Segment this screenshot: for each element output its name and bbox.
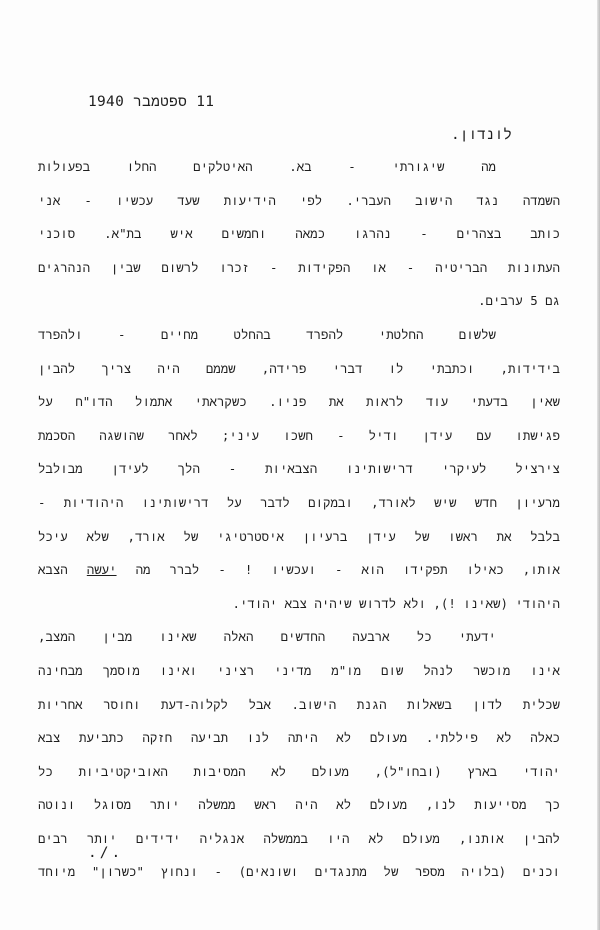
text-line: בלבל את ראשו של עידן ברעיון איסטרטיגי של אורד, שלא עיכל [38, 528, 560, 544]
text-line: להבין אותנו, מעולם לא היו בממשלה אנגליה ידידים יותר רבים [38, 830, 560, 846]
text-line: אינו מוכשר לנהל שום מו"מ מדיני רציני ואינו מוסמך מבחינה [38, 662, 560, 678]
letter-place: לונדון. [451, 127, 512, 143]
text-line: שלשום החלטתי להפרד בהחלט מחיים - ולהפרד [38, 326, 496, 342]
text-line: העתונות הבריטיה - או הפקידות - זכרו לרשום שבין הנהרגים [38, 259, 560, 275]
letter-body [38, 150, 560, 889]
text-line: שכלית לדון בשאלות הגנת הישוב. אבל לקלוה-דעת וחוסר אחריות [38, 696, 560, 712]
page-continuation-mark: ./. [88, 845, 124, 861]
text-line: וכנים (בלויה מספר של מתנגדים ושונאים) - ונחוץ "כשרון" מיוחד [38, 864, 560, 880]
text-line: צירציל לעיקרי דרישותינו הצבאיות - הלך לעידן מבולבל [38, 461, 560, 477]
text-line: בידידות, וכתבתי לו דברי פרידה, שממם היה צריך להבין [38, 360, 560, 376]
text-line: גם 5 ערבים. [478, 293, 560, 309]
text-line: כאלה לא פיללתי. מעולם לא היתה לנו תביעה חזקה כתביעת צבא [38, 730, 560, 746]
text-line: מרעיון חדש שיש לאורד, ובמקום לדבר על דרישותינו היהודיות - [38, 494, 560, 510]
text-line: פגישתו עם עידן ודיל - חשכו עיני; לאחר שהושגה הסכמת [38, 427, 560, 443]
text-line: מה שיגורתי - בא. האיטלקים החלו בפעולות [38, 159, 496, 174]
text-line: ידעתי כל ארבעה החדשים האלה שאינו מבין המצב, [38, 629, 496, 645]
text-line: השמדה נגד הישוב העברי. לפי הידיעות שעד עכשיו - אני [38, 192, 560, 208]
text-line: יהודי בארץ (ובחו"ל), מעולם לא המסיבות האוביקטיביות כל [38, 763, 560, 779]
text-line: כך מסייעות לנו, מעולם לא היה ראש ממשלה יותר מסוגל ונוטה [38, 797, 560, 813]
text-line: כותב בצהרים - נהרגו כמאה וחמשים איש בת"א. סוכני [38, 226, 560, 242]
text-line: שאין בדעתי עוד לראות את פניו. כשקראתי אתמול הדו"ח על [38, 394, 560, 410]
underlined-word: יעשה [86, 562, 117, 578]
text-line: היהודי (שאינו !), ולא לדרוש שיהיה צבא יהודי. [232, 595, 560, 611]
text-line-underlined: אותו, כאילו תפקידו הוא - ועכשיו ! - לברר מה יעשה הצבא [38, 562, 560, 578]
letter-date: 11 ספטמבר 1940 [88, 94, 215, 110]
